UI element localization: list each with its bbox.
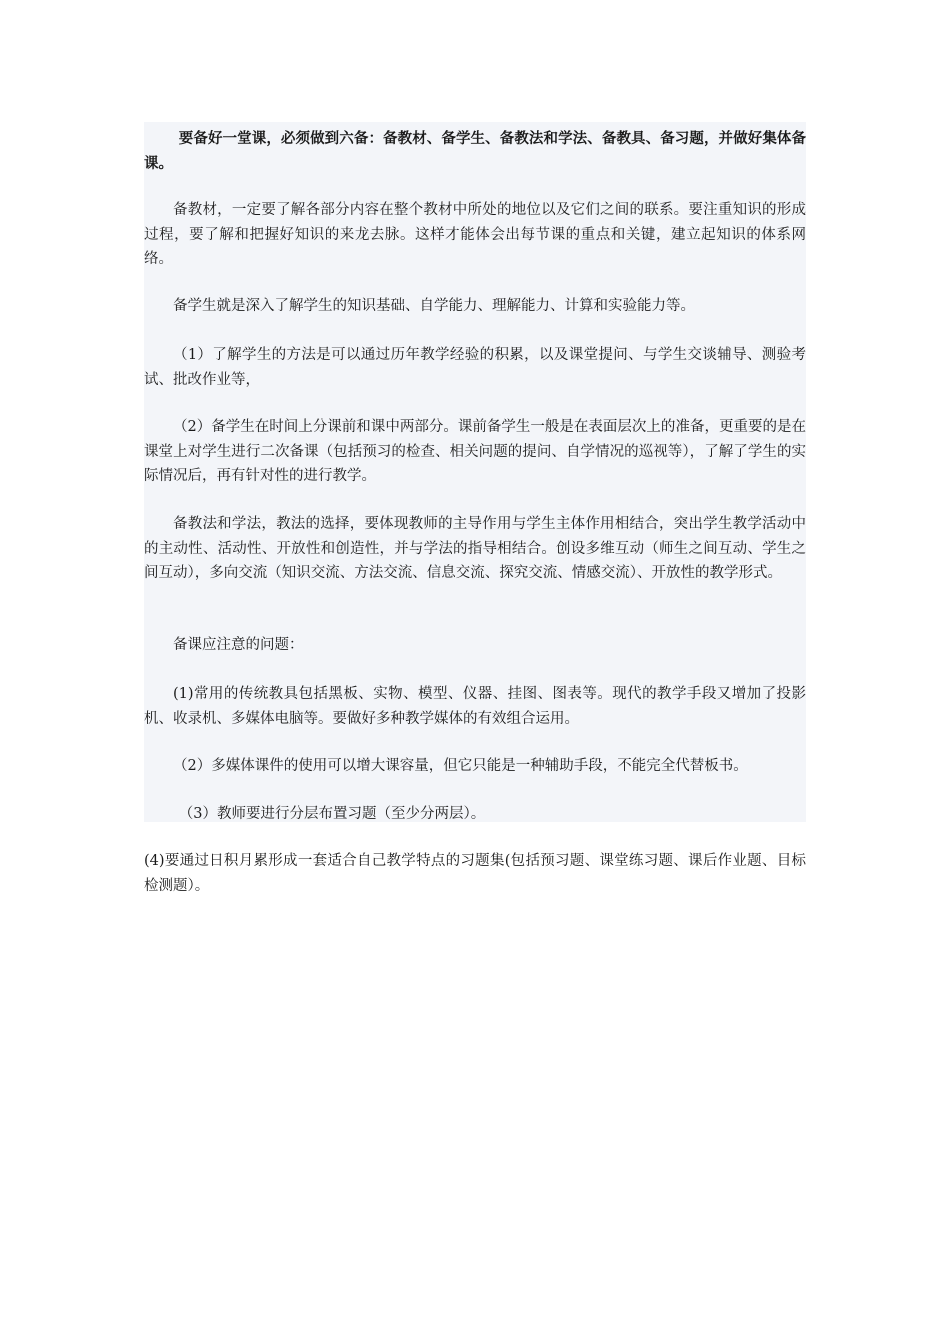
paragraph-note-2: （2）多媒体课件的使用可以增大课容量，但它只能是一种辅助手段，不能完全代替板书。 — [173, 758, 748, 774]
paragraph-prepare-students: 备学生就是深入了解学生的知识基础、自学能力、理解能力、计算和实验能力等。 — [173, 298, 695, 314]
intro-paragraph: 要备好一堂课，必须做到六备：备教材、备学生、备教法和学法、备教具、备习题，并做好集体备课。 — [144, 131, 806, 172]
paragraph-student-method-2: （2）备学生在时间上分课前和课中两部分。课前备学生一般是在表面层次上的准备，更重要的是在课堂上对学生进行二次备课（包括预习的检查、相关问题的提问、自学情况的巡视等），了解了学生的实际情况后，再有针对性的进行教学。 — [144, 419, 806, 484]
paragraph-student-method-1: （1）了解学生的方法是可以通过历年教学经验的积累，以及课堂提问、与学生交谈辅导、测验考试、批改作业等， — [144, 347, 806, 388]
paragraph-note-3: （3）教师要进行分层布置习题（至少分两层）。 — [178, 806, 486, 822]
paragraph-note-1: (1)常用的传统教具包括黑板、实物、模型、仪器、挂图、图表等。现代的教学手段又增加了投影机、收录机、多媒体电脑等。要做好多种教学媒体的有效组合运用。 — [144, 686, 806, 727]
paragraph-notes-heading: 备课应注意的问题： — [173, 637, 304, 653]
paragraph-prepare-textbook: 备教材，一定要了解各部分内容在整个教材中所处的地位以及它们之间的联系。要注重知识的形成过程，要了解和把握好知识的来龙去脉。这样才能体会出每节课的重点和关键，建立起知识的体系网络。 — [144, 202, 806, 267]
paragraph-teaching-methods: 备教法和学法，教法的选择，要体现教师的主导作用与学生主体作用相结合，突出学生教学活动中的主动性、活动性、开放性和创造性，并与学法的指导相结合。创设多维互动（师生之间互动、学生之间互动），多向交流（知识交流、方法交流、信息交流、探究交流、情感交流）、开放性的教学形式。 — [144, 516, 806, 581]
paragraph-note-4: (4)要通过日积月累形成一套适合自己教学特点的习题集(包括预习题、课堂练习题、课后作业题、目标检测题）。 — [144, 853, 806, 894]
